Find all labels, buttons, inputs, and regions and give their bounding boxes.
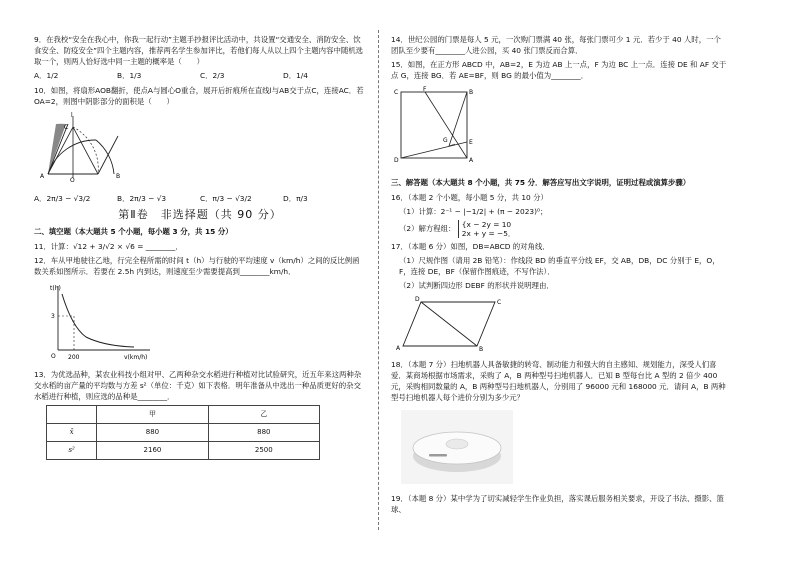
x-tick-label: 200 xyxy=(68,354,80,361)
y-tick-label: 3 xyxy=(51,313,55,320)
origin-label: O xyxy=(51,353,56,360)
label-a: A xyxy=(40,173,45,180)
table-cell: s² xyxy=(47,442,97,460)
left-column xyxy=(34,34,366,460)
robot-vacuum-image xyxy=(401,410,513,484)
equation-line-1: {x − 2y = 10 xyxy=(461,220,512,229)
parallelogram-figure xyxy=(391,296,511,352)
label-c: C xyxy=(64,124,69,131)
question-18-text: 18．（本题 7 分）扫地机器人具备敏捷的转弯、制动能力和强大的自主感知、规划能力，深受人们喜爱．某商场根据市场需求，采购了 A，B 两种型号扫地机器人．已知 B 型每台比 A 型的 2 倍少 400 元，采购相同数量的 A，B 两种型号扫地机器人，分别用了 96000 元和 168000 元．请问 A，B 两种型号扫地机器人每个进价分别为多少元？ xyxy=(391,360,726,402)
option-a: A．2π/3 − √3/2 xyxy=(34,194,91,203)
question-10-text: 10．如图，将扇形AOB翻折，使点A与圆心O重合，展开后折痕所在直线l与AB交于点C，连接AC．若OA=2，则图中阴影部分的面积是（ ） xyxy=(34,86,364,106)
part-2-prefix: （2）解方程组： xyxy=(399,224,456,233)
option-a: A．1/2 xyxy=(34,71,59,80)
option-d: D．π/3 xyxy=(283,194,308,203)
question-17-part-2: （2）试判断四边形 DEBF 的形状并说明理由． xyxy=(399,281,554,290)
fill-in-section-header: 二、填空题（本大题共 5 个小题，每小题 3 分，共 15 分） xyxy=(34,227,233,236)
question-19-text: 19．（本题 8 分）某中学为了切实减轻学生作业负担，落实课后服务相关要求，开设了书法、摄影、篮球、 xyxy=(391,494,724,514)
question-16-part-2 xyxy=(391,220,727,238)
y-axis-label: t(h) xyxy=(50,285,61,292)
table-row xyxy=(47,424,320,442)
question-17-part-1: （1）尺规作图（请用 2B 铅笔）：作线段 BD 的垂直平分线 EF，交 AB，DB，DC 分别于 E，O，F，连接 DE，BF（保留作图痕迹，不写作法）． xyxy=(399,256,720,276)
table-cell: x̄ xyxy=(47,424,97,442)
question-17-text: 17．（本题 6 分）如图，DB=ABCD 的对角线． xyxy=(391,242,550,251)
label-d: D xyxy=(415,296,420,303)
square-figure xyxy=(391,86,487,166)
label-l: l xyxy=(71,112,73,119)
option-c: C．π/3 − √3/2 xyxy=(200,194,252,203)
question-11-text: 11．计算：√12 + 3/√2 × √6 = ________． xyxy=(34,242,183,251)
question-10-options xyxy=(34,193,366,204)
table-header-row xyxy=(47,406,320,424)
label-a: A xyxy=(469,157,474,164)
question-13-text: 13．为优选品种，某农业科技小组对甲、乙两种杂交水稻进行种植对比试验研究，近五年来这两种杂交水稻的亩产量的平均数与方差 s²（单位：千克）如下表格．明年准备从中选出一种品质更好的杂交水稻进行种植，则应选的品种是________． xyxy=(34,370,362,401)
table-cell: 2160 xyxy=(97,442,208,460)
table-cell xyxy=(47,406,97,424)
table-cell: 2500 xyxy=(208,442,319,460)
table-cell: 甲 xyxy=(97,406,208,424)
label-a: A xyxy=(396,345,401,352)
label-c: C xyxy=(394,89,399,96)
part-2-title: 第Ⅱ卷 非选择题（共 90 分） xyxy=(118,208,282,221)
question-12-text: 12．车从甲地驶往乙地，行完全程所需的时间 t（h）与行驶的平均速度 v（km/h）之间的反比例函数关系如图所示．若要在 2.5h 内到达，则速度至少需要提高到________km/h． xyxy=(34,256,360,276)
question-9-text: 9．在我校“安全在我心中，你我一起行动”主题手抄报评比活动中，共设置“交通安全、消防安全、饮食安全、防疫安全”四个主题内容，推荐两名学生参加评比，若他们每人从以上四个主题内容中随机选取一个，则两人恰好选中同一主题的概率是（ ） xyxy=(34,35,364,66)
answer-section-header: 三、解答题（本大题共 8 个小题，共 75 分．解答应写出文字说明，证明过程或演算步骤） xyxy=(391,178,691,187)
label-e: E xyxy=(469,139,473,146)
table-cell: 880 xyxy=(208,424,319,442)
x-axis-label: v(km/h) xyxy=(124,354,148,361)
column-divider xyxy=(378,30,379,530)
table-cell: 880 xyxy=(97,424,208,442)
label-f: F xyxy=(423,86,427,93)
equation-system xyxy=(458,220,516,238)
question-14-text: 14．世纪公园的门票是每人 5 元，一次购门票满 40 张，每张门票可少 1 元．若少于 40 人时，一个团队至少要有________人进公园，买 40 张门票反而合算． xyxy=(391,35,721,55)
label-c: C xyxy=(497,299,502,306)
table-cell: 乙 xyxy=(208,406,319,424)
equation-line-2: 2x + y = −5． xyxy=(461,229,516,238)
sector-fold-figure xyxy=(34,112,144,184)
question-16-part-1: （1）计算：2⁻¹ − |−1/2| + (π − 2023)⁰； xyxy=(399,207,548,216)
label-b: B xyxy=(116,173,121,180)
label-o: O xyxy=(70,177,75,184)
rice-variance-table xyxy=(46,405,320,460)
label-g: G xyxy=(443,137,448,144)
option-d: D．1/4 xyxy=(283,71,308,80)
table-row xyxy=(47,442,320,460)
label-d: D xyxy=(394,157,399,164)
question-9-options xyxy=(34,70,366,81)
option-b: B．2π/3 − √3 xyxy=(117,194,167,203)
right-column xyxy=(391,34,727,518)
inverse-function-graph xyxy=(34,282,154,362)
question-16-text: 16．（本题 2 个小题，每小题 5 分，共 10 分） xyxy=(391,193,548,202)
option-b: B．1/3 xyxy=(117,71,142,80)
label-b: B xyxy=(469,89,474,96)
option-c: C．2/3 xyxy=(200,71,225,80)
question-15-text: 15．如图，在正方形 ABCD 中，AB=2，E 为边 AB 上一点，F 为边 BC 上一点．连接 DE 和 AF 交于点 G，连接 BG．若 AE=BF，则 BG 的最小值为________． xyxy=(391,60,727,80)
label-b: B xyxy=(479,346,484,352)
